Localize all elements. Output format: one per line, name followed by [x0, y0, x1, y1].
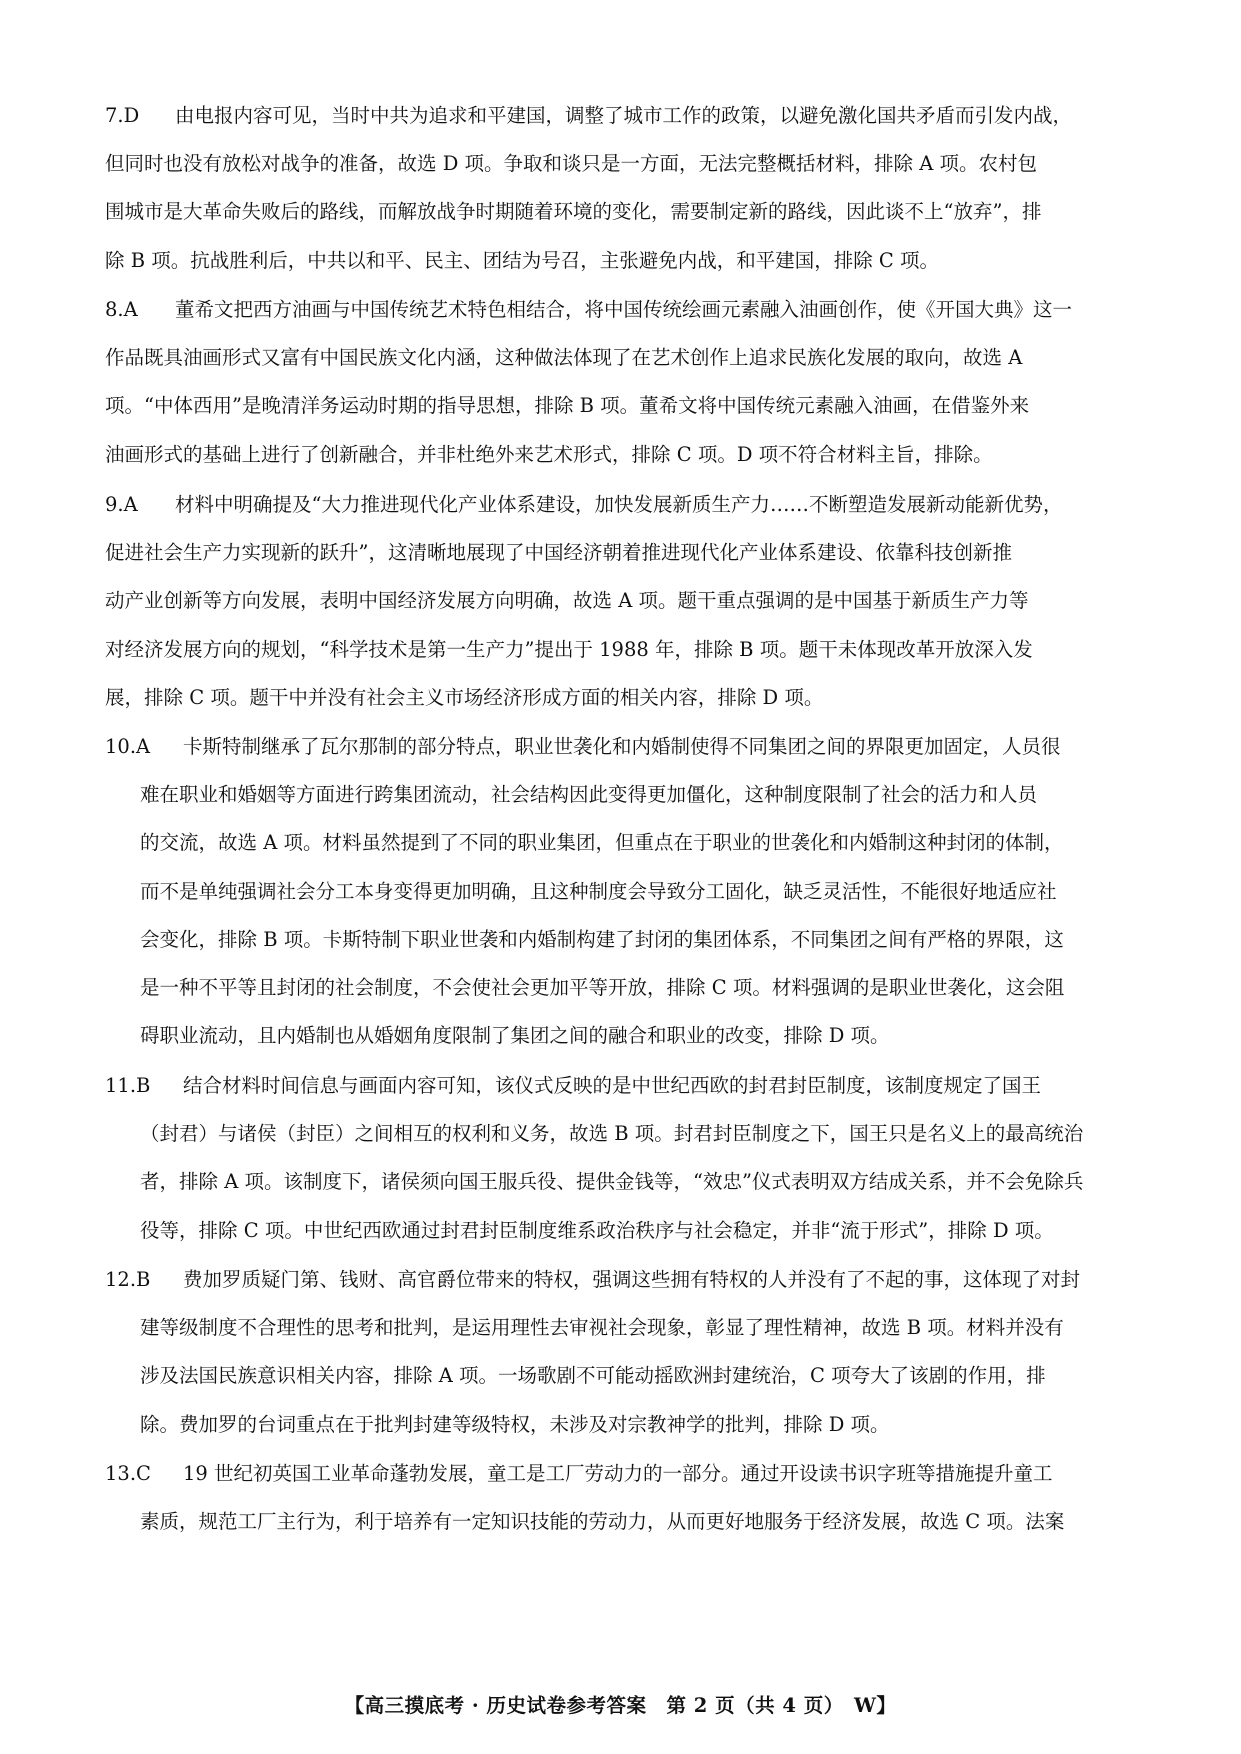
answer-line: 11.B 结合材料时间信息与画面内容可知，该仪式反映的是中世纪西欧的封君封臣制度，该制度规定了国王	[105, 1062, 1135, 1110]
answer-line: 10.A 卡斯特制继承了瓦尔那制的部分特点，职业世袭化和内婚制使得不同集团之间的界限更加固定，人员很	[105, 723, 1135, 771]
answer-line: 围城市是大革命失败后的路线，而解放战争时期随着环境的变化，需要制定新的路线，因此谈不上“放弃”，排	[105, 200, 1042, 224]
answer-line: 者，排除 A 项。该制度下，诸侯须向国王服兵役、提供金钱等，“效忠”仪式表明双方结成关系，并不会免除兵	[140, 1170, 1084, 1194]
answer-line: 油画形式的基础上进行了创新融合，并非杜绝外来艺术形式，排除 C 项。D 项不符合材料主旨，排除。	[105, 442, 993, 466]
answer-line: 的交流，故选 A 项。材料虽然提到了不同的职业集团，但重点在于职业的世袭化和内婚制这种封闭的体制，	[140, 831, 1064, 855]
answer-line: 但同时也没有放松对战争的准备，故选 D 项。争取和谈只是一方面，无法完整概括材料，排除 A 项。农村包	[105, 152, 1038, 176]
answer-line: 动产业创新等方向发展，表明中国经济发展方向明确，故选 A 项。题干重点强调的是中国基于新质生产力等	[105, 589, 1029, 613]
answer-number: 11.B	[105, 1074, 151, 1097]
answer-line: 涉及法国民族意识相关内容，排除 A 项。一场歌剧不可能动摇欧洲封建统治，C 项夸大了该剧的作用，排	[140, 1364, 1046, 1388]
answer-10	[105, 723, 1135, 1060]
answer-12	[105, 1256, 1135, 1449]
answer-number: 9.A	[105, 493, 138, 516]
answer-number: 7.D	[105, 104, 140, 127]
answer-number: 12.B	[105, 1268, 151, 1291]
answer-line: 项。“中体西用”是晚清洋务运动时期的指导思想，排除 B 项。董希文将中国传统元素融入油画，在借鉴外来	[105, 394, 1030, 418]
answer-11	[105, 1062, 1135, 1255]
answer-line: 是一种不平等且封闭的社会制度，不会使社会更加平等开放，排除 C 项。材料强调的是职业世袭化，这会阻	[140, 975, 1065, 999]
answer-line: 会变化，排除 B 项。卡斯特制下职业世袭和内婚制构建了封闭的集团体系，不同集团之间有严格的界限，这	[140, 927, 1064, 951]
answer-13	[105, 1450, 1135, 1546]
answer-8	[105, 286, 1135, 479]
answer-line: （封君）与诸侯（封臣）之间相互的权利和义务，故选 B 项。封君封臣制度之下，国王只是名义上的最高统治	[140, 1122, 1084, 1146]
answer-line: 除。费加罗的台词重点在于批判封建等级特权，未涉及对宗教神学的批判，排除 D 项。	[140, 1412, 890, 1436]
answer-number: 13.C	[105, 1462, 151, 1485]
answer-line: 促进社会生产力实现新的跃升”，这清晰地展现了中国经济朝着推进现代化产业体系建设、依靠科技创新推	[105, 541, 1012, 565]
answer-line: 而不是单纯强调社会分工本身变得更加明确，且这种制度会导致分工固化，缺乏灵活性，不能很好地适应社	[140, 879, 1057, 903]
answer-line: 建等级制度不合理性的思考和批判，是运用理性去审视社会现象，彰显了理性精神，故选 B 项。材料并没有	[140, 1316, 1064, 1340]
answer-line: 8.A 董希文把西方油画与中国传统艺术特色相结合，将中国传统绘画元素融入油画创作，使《开国大典》这一	[105, 286, 1135, 334]
answer-line: 除 B 项。抗战胜利后，中共以和平、民主、团结为号召，主张避免内战，和平建国，排除 C 项。	[105, 248, 940, 272]
answer-7	[105, 92, 1135, 285]
answer-line: 素质，规范工厂主行为，利于培养有一定知识技能的劳动力，从而更好地服务于经济发展，故选 C 项。法案	[140, 1510, 1065, 1534]
answer-number: 10.A	[105, 735, 151, 758]
answer-line: 展，排除 C 项。题干中并没有社会主义市场经济形成方面的相关内容，排除 D 项。	[105, 685, 824, 709]
answer-line: 作品既具油画形式又富有中国民族文化内涵，这种做法体现了在艺术创作上追求民族化发展的取向，故选 A	[105, 346, 1023, 370]
answer-line: 役等，排除 C 项。中世纪西欧通过封君封臣制度维系政治秩序与社会稳定，并非“流于形式”，排除 D 项。	[140, 1218, 1054, 1242]
answer-line: 难在职业和婚姻等方面进行跨集团流动，社会结构因此变得更加僵化，这种制度限制了社会的活力和人员	[140, 783, 1038, 807]
answer-line: 7.D 由电报内容可见，当时中共为追求和平建国，调整了城市工作的政策，以避免激化国共矛盾而引发内战，	[105, 92, 1135, 140]
answer-line: 12.B 费加罗质疑门第、钱财、高官爵位带来的特权，强调这些拥有特权的人并没有了不起的事，这体现了对封	[105, 1256, 1135, 1304]
answer-number: 8.A	[105, 298, 138, 321]
answer-line: 9.A 材料中明确提及“大力推进现代化产业体系建设，加快发展新质生产力……不断塑造发展新动能新优势，	[105, 481, 1135, 529]
answer-line: 13.C 19 世纪初英国工业革命蓬勃发展，童工是工厂劳动力的一部分。通过开设读书识字班等措施提升童工	[105, 1450, 1135, 1498]
answer-9	[105, 481, 1135, 722]
answer-line: 对经济发展方向的规划，“科学技术是第一生产力”提出于 1988 年，排除 B 项。题干未体现改革开放深入发	[105, 637, 1033, 661]
page-footer: 【高三摸底考 · 历史试卷参考答案 第 2 页（共 4 页） W】	[344, 1694, 897, 1717]
answer-line: 碍职业流动，且内婚制也从婚姻角度限制了集团之间的融合和职业的改变，排除 D 项。	[140, 1024, 890, 1048]
